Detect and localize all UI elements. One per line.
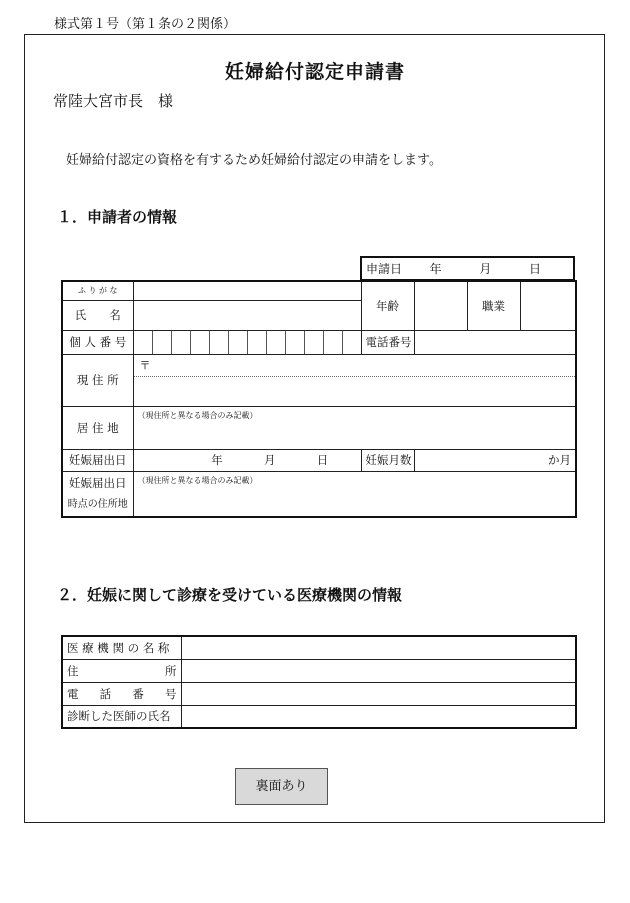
- address-label-left: 住: [67, 663, 79, 678]
- digit-box: [324, 331, 343, 354]
- address-at-report-label: [62, 471, 133, 517]
- medical-institution-table: [61, 635, 577, 729]
- section1-heading: １．申請者の情報: [57, 208, 178, 226]
- page-title: 妊婦給付認定申請書: [224, 61, 405, 83]
- digit-box: [286, 331, 305, 354]
- phone-input[interactable]: [414, 330, 576, 354]
- address-at-report-note: （現住所と異なる場合のみ記載）: [137, 475, 258, 485]
- personal-number-boxes: [134, 331, 361, 354]
- doctor-name-input[interactable]: [181, 705, 576, 728]
- pregnancy-months-label: 妊娠月数: [361, 449, 414, 471]
- addressee: 常陸大宮市長 様: [53, 92, 174, 110]
- digit-box: [191, 331, 210, 354]
- age-label: 年齢: [361, 281, 414, 330]
- pregnancy-months-input[interactable]: [414, 449, 576, 471]
- digit-box: [153, 331, 172, 354]
- section2-heading: ２．妊娠に関して診療を受けている医療機関の情報: [57, 586, 403, 604]
- postal-code-line: [134, 355, 576, 377]
- address-at-report-label-line2: 時点の住所地: [67, 498, 128, 510]
- current-address-label: 現 住 所: [62, 354, 133, 406]
- application-date-year: 年: [429, 262, 442, 276]
- occupation-label: 職業: [467, 281, 520, 330]
- current-address-input[interactable]: [133, 354, 576, 406]
- report-month: 月: [263, 453, 276, 467]
- digit-box: [172, 331, 191, 354]
- institution-address-label: [62, 659, 181, 682]
- address-label-right: 所: [165, 663, 177, 678]
- phone-label-char: 号: [164, 686, 177, 701]
- application-date[interactable]: [361, 257, 574, 280]
- months-unit: か月: [548, 453, 571, 467]
- digit-box: [248, 331, 267, 354]
- personal-number-label: 個 人 番 号: [62, 330, 133, 354]
- institution-address-input[interactable]: [181, 659, 576, 682]
- back-side-button[interactable]: 裏面あり: [235, 768, 328, 805]
- digit-box: [267, 331, 286, 354]
- address-at-report-label-line1: 妊娠届出日: [69, 475, 127, 490]
- occupation-input[interactable]: [520, 281, 576, 330]
- phone-label-char: 電: [67, 686, 79, 701]
- intro-text: 妊婦給付認定の資格を有するため妊婦給付認定の申請をします。: [66, 153, 442, 168]
- name-label: 氏 名: [62, 300, 133, 330]
- digit-box: [134, 331, 153, 354]
- application-date-day: 日: [529, 262, 542, 276]
- applicant-table: [61, 280, 577, 518]
- pregnancy-report-date-input[interactable]: [133, 449, 361, 471]
- furigana-input[interactable]: [133, 281, 361, 300]
- institution-name-input[interactable]: [181, 636, 576, 659]
- application-date-label: 申請日: [366, 262, 403, 276]
- name-input[interactable]: [133, 300, 361, 330]
- residence-input[interactable]: [133, 406, 576, 449]
- personal-number-input[interactable]: [133, 330, 361, 354]
- phone-label-char: 話: [99, 686, 112, 701]
- report-day: 日: [316, 453, 329, 467]
- digit-box: [305, 331, 324, 354]
- report-year: 年: [211, 453, 223, 467]
- pregnancy-report-date-label: 妊娠届出日: [62, 449, 133, 471]
- phone-label-char: 番: [132, 686, 144, 701]
- application-date-table: [360, 256, 575, 281]
- institution-phone-label: [62, 682, 181, 705]
- residence-label: 居 住 地: [62, 406, 133, 449]
- application-date-month: 月: [479, 262, 492, 276]
- institution-name-label: 医 療 機 関 の 名 称: [62, 636, 181, 659]
- residence-note: （現住所と異なる場合のみ記載）: [137, 410, 258, 420]
- phone-label: 電話番号: [361, 330, 414, 354]
- digit-box: [210, 331, 229, 354]
- digit-box: [229, 331, 248, 354]
- furigana-label: ふ り が な: [62, 281, 133, 300]
- address-at-report-input[interactable]: [133, 471, 576, 517]
- doctor-name-label: 診断した医師の氏名: [62, 705, 181, 728]
- digit-box: [343, 331, 361, 354]
- age-input[interactable]: [414, 281, 467, 330]
- form-number: 様式第１号（第１条の２関係）: [54, 17, 237, 32]
- institution-phone-input[interactable]: [181, 682, 576, 705]
- postal-mark: 〒: [139, 358, 151, 372]
